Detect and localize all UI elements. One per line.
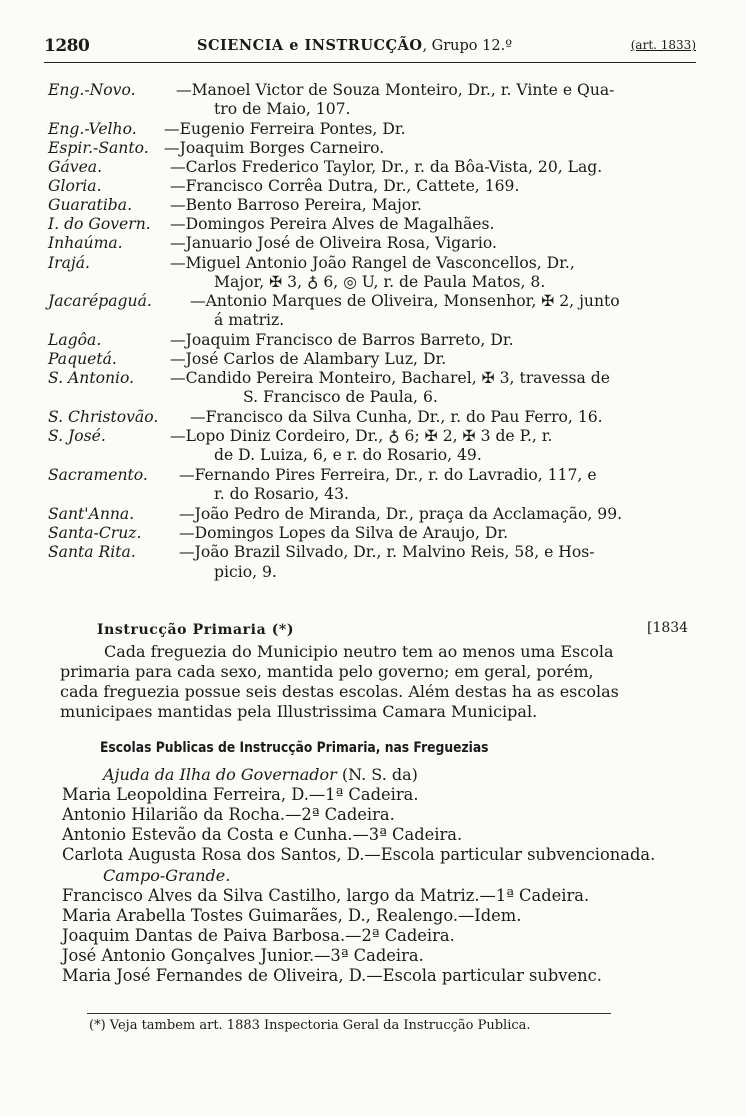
group-heading: [103, 765, 418, 784]
parish-text: —Eugenio Ferreira Pontes, Dr.: [164, 120, 406, 138]
parish-label: Espir.-Santo.: [48, 139, 149, 157]
parish-label: Paquetá.: [48, 350, 117, 368]
page-header: [44, 34, 696, 63]
paragraph-line: Cada freguezia do Municipio neutro tem ao menos uma Escola: [104, 642, 614, 661]
school-entry: Francisco Alves da Silva Castilho, largo da Matriz.—1ª Cadeira.: [62, 886, 590, 905]
parish-text: —Miguel Antonio João Rangel de Vasconcellos, Dr.,: [170, 254, 575, 272]
parish-label: Eng.-Velho.: [48, 120, 137, 138]
parish-text: —Manoel Victor de Souza Monteiro, Dr., r. Vinte e Qua-: [176, 81, 615, 99]
subheading: Escolas Publicas de Instrucção Primaria, nas Freguezias: [100, 740, 489, 756]
parish-continuation: tro de Maio, 107.: [214, 100, 351, 118]
parish-text: —Francisco Corrêa Dutra, Dr., Cattete, 169.: [170, 177, 520, 195]
footnote: (*) Veja tambem art. 1883 Inspectoria Geral da Instrucção Publica.: [89, 1018, 531, 1033]
parish-text: —Domingos Lopes da Silva de Araujo, Dr.: [179, 524, 509, 542]
school-entry: Carlota Augusta Rosa dos Santos, D.—Escola particular subvencionada.: [62, 845, 656, 864]
school-entry: Maria Leopoldina Ferreira, D.—1ª Cadeira.: [62, 785, 419, 804]
parish-text: —Carlos Frederico Taylor, Dr., r. da Bôa-Vista, 20, Lag.: [170, 158, 603, 176]
paragraph-line: primaria para cada sexo, mantida pelo governo; em geral, porém,: [60, 662, 594, 681]
group-heading-name: Campo-Grande.: [103, 866, 231, 885]
group-heading-suffix: (N. S. da): [336, 765, 418, 784]
article-reference: (art. 1833): [630, 38, 696, 52]
parish-continuation: á matriz.: [214, 311, 285, 329]
parish-continuation: S. Francisco de Paula, 6.: [243, 388, 438, 406]
parish-label: I. do Govern.: [48, 215, 151, 233]
footnote-divider: [87, 1013, 611, 1014]
parish-label: Gávea.: [48, 158, 103, 176]
parish-label: Eng.-Novo.: [48, 81, 136, 99]
parish-label: Jacarépaguá.: [48, 292, 152, 310]
parish-continuation: r. do Rosario, 43.: [214, 485, 349, 503]
parish-text: —Lopo Diniz Cordeiro, Dr., ♁ 6; ✠ 2, ✠ 3 de P., r.: [170, 427, 553, 445]
parish-label: S. José.: [48, 427, 106, 445]
running-title: [197, 37, 512, 54]
school-entry: Joaquim Dantas de Paiva Barbosa.—2ª Cadeira.: [62, 926, 455, 945]
parish-label: Guaratiba.: [48, 196, 133, 214]
parish-label: Lagôa.: [48, 331, 102, 349]
parish-label: Irajá.: [48, 254, 90, 272]
parish-text: —Fernando Pires Ferreira, Dr., r. do Lavradio, 117, e: [179, 466, 597, 484]
parish-label: Sacramento.: [48, 466, 148, 484]
page-number: 1280: [44, 36, 90, 56]
parish-continuation: picio, 9.: [214, 563, 277, 581]
section-title: Instrucção Primaria (*): [97, 622, 295, 638]
running-title-group: , Grupo 12.º: [422, 38, 513, 54]
parish-text: —José Carlos de Alambary Luz, Dr.: [170, 350, 447, 368]
parish-label: Gloria.: [48, 177, 102, 195]
parish-text: —Bento Barroso Pereira, Major.: [170, 196, 422, 214]
parish-continuation: Major, ✠ 3, ♁ 6, ◎ U, r. de Paula Matos, 8.: [214, 273, 546, 291]
parish-label: Sant'Anna.: [48, 505, 135, 523]
group-heading: [103, 866, 230, 885]
school-entry: José Antonio Gonçalves Junior.—3ª Cadeira.: [62, 946, 424, 965]
parish-text: —Januario José de Oliveira Rosa, Vigario.: [170, 234, 497, 252]
paragraph-line: cada freguezia possue seis destas escolas. Além destas ha as escolas: [60, 682, 619, 701]
parish-continuation: de D. Luiza, 6, e r. do Rosario, 49.: [214, 446, 482, 464]
paragraph-line: municipaes mantidas pela Illustrissima Camara Municipal.: [60, 702, 538, 721]
school-entry: Antonio Estevão da Costa e Cunha.—3ª Cadeira.: [62, 825, 463, 844]
school-entry: Maria José Fernandes de Oliveira, D.—Escola particular subvenc.: [62, 966, 602, 985]
parish-label: S. Christovão.: [48, 408, 159, 426]
parish-label: Santa Rita.: [48, 543, 136, 561]
parish-label: S. Antonio.: [48, 369, 135, 387]
section-number: [1834: [647, 620, 689, 636]
group-heading-name: Ajuda da Ilha do Governador: [103, 765, 337, 784]
running-title-main: SCIENCIA e INSTRUCÇÃO: [197, 37, 423, 54]
parish-text: —Joaquim Francisco de Barros Barreto, Dr.: [170, 331, 514, 349]
parish-text: —Antonio Marques de Oliveira, Monsenhor, ✠ 2, junto: [190, 292, 620, 310]
school-entry: Antonio Hilarião da Rocha.—2ª Cadeira.: [62, 805, 395, 824]
parish-text: —Candido Pereira Monteiro, Bacharel, ✠ 3, travessa de: [170, 369, 610, 387]
parish-text: —Domingos Pereira Alves de Magalhães.: [170, 215, 495, 233]
parish-text: —Joaquim Borges Carneiro.: [164, 139, 385, 157]
school-entry: Maria Arabella Tostes Guimarães, D., Realengo.—Idem.: [62, 906, 522, 925]
parish-label: Santa-Cruz.: [48, 524, 142, 542]
parish-text: —João Pedro de Miranda, Dr., praça da Acclamação, 99.: [179, 505, 623, 523]
parish-label: Inhaúma.: [48, 234, 123, 252]
parish-text: —João Brazil Silvado, Dr., r. Malvino Reis, 58, e Hos-: [179, 543, 595, 561]
parish-text: —Francisco da Silva Cunha, Dr., r. do Pau Ferro, 16.: [190, 408, 603, 426]
